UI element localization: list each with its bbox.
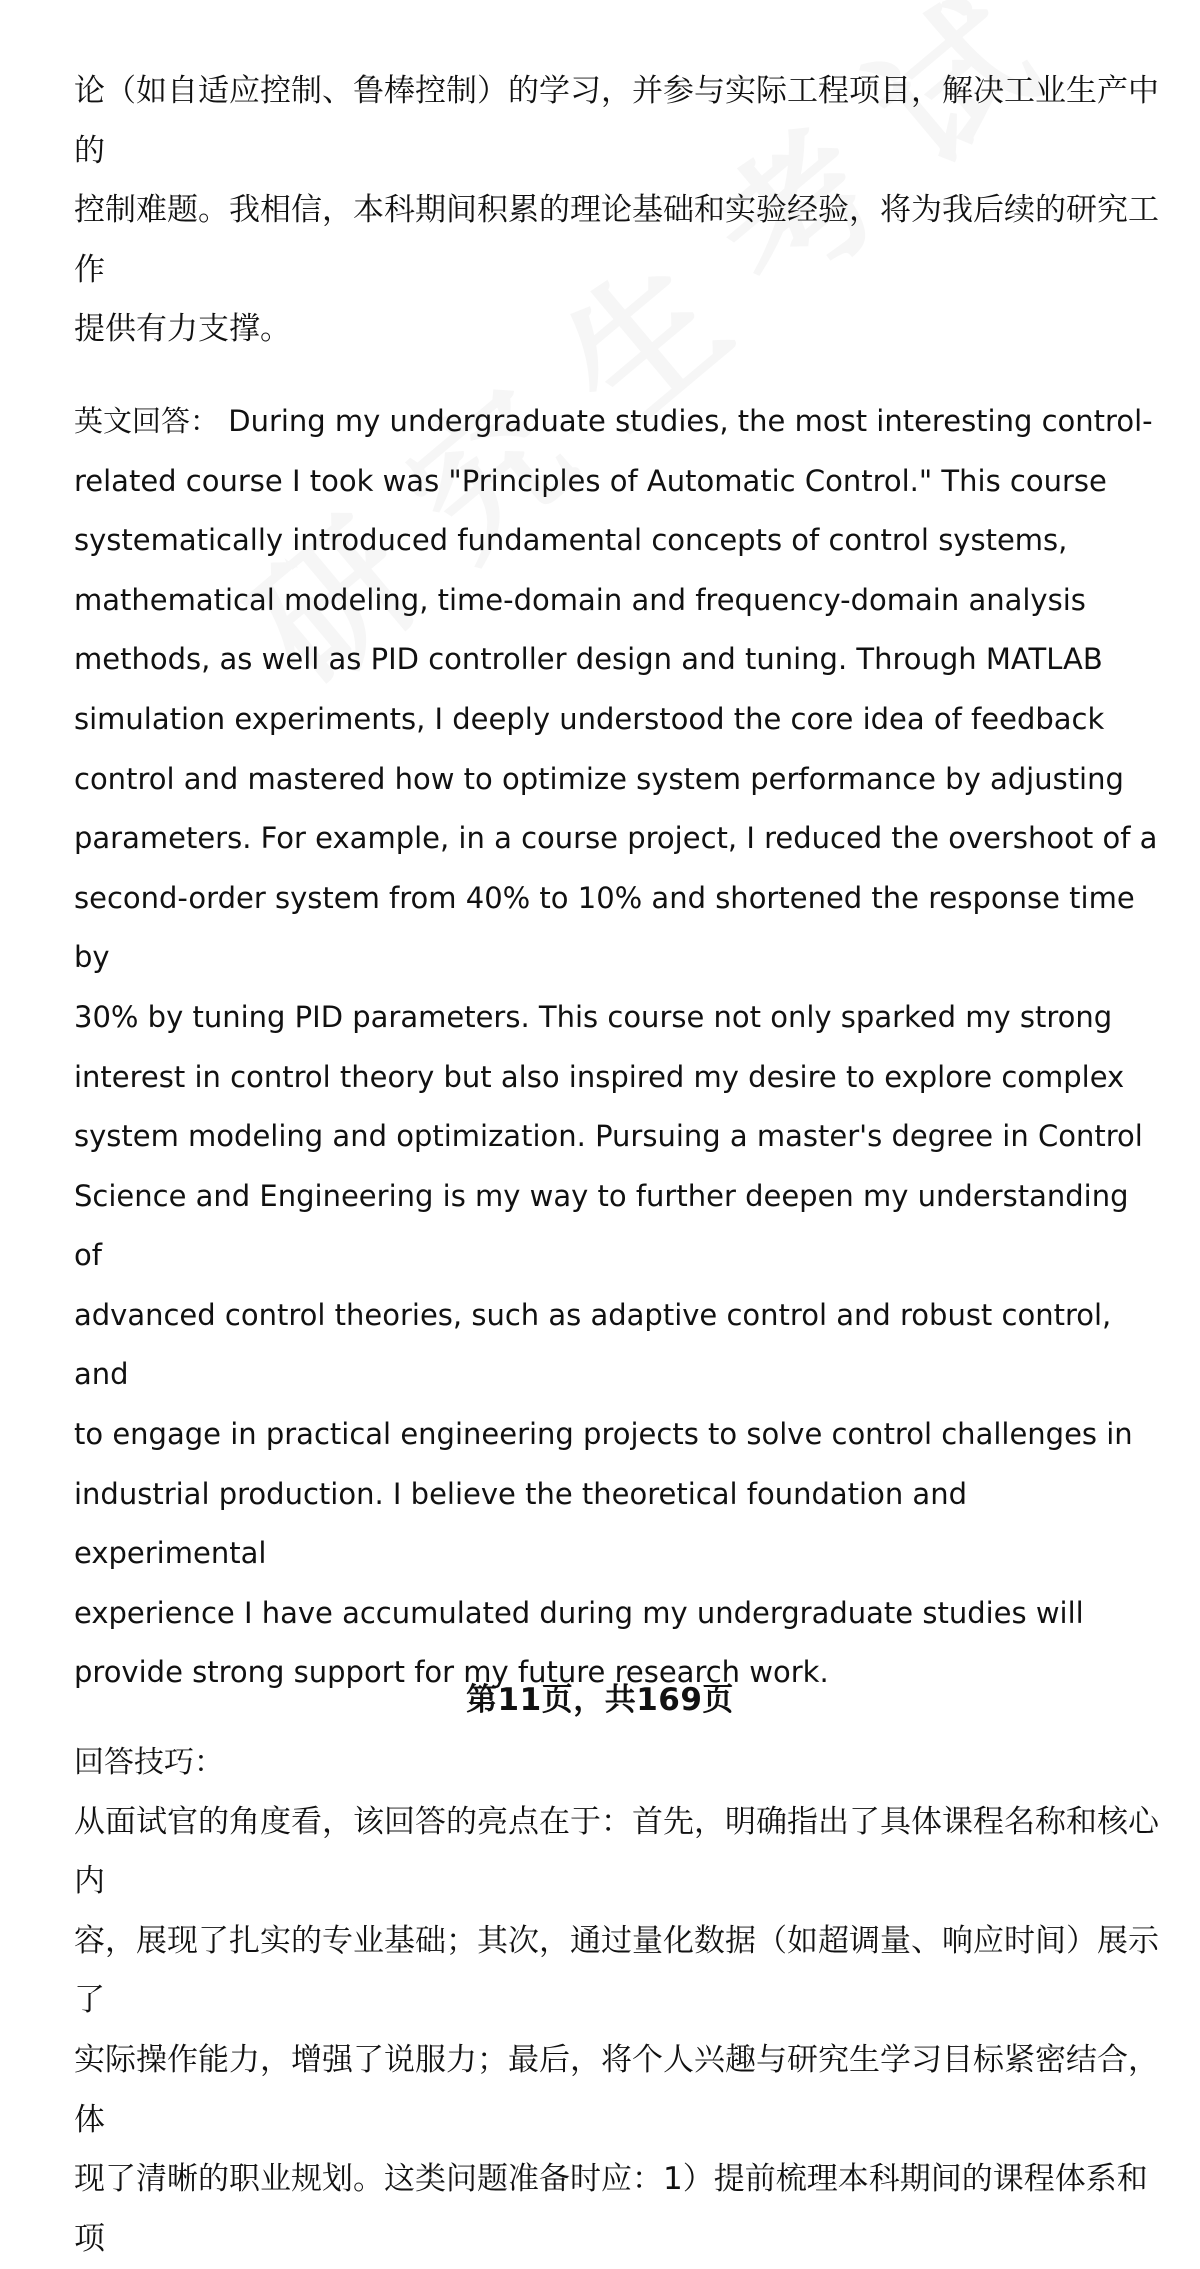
text-line: 现了清晰的职业规划。这类问题准备时应：1）提前梳理本科期间的课程体系和项: [74, 2161, 1148, 2257]
tips-section: [74, 1733, 1164, 2269]
english-answer-paragraph: [74, 392, 1164, 1703]
text-line: [74, 392, 1164, 452]
chinese-intro-paragraph: [74, 62, 1164, 360]
text-line: 30% by tuning PID parameters. This course not only sparked my strong: [74, 999, 1113, 1034]
tips-heading: 回答技巧：: [74, 1745, 224, 1781]
text-line: system modeling and optimization. Pursuing a master's degree in Control: [74, 1119, 1143, 1154]
text-line: 论（如自适应控制、鲁棒控制）的学习，并参与实际工程项目，解决工业生产中的: [74, 73, 1159, 169]
text-line: provide strong support for my future research work.: [74, 1655, 829, 1690]
text-line: to engage in practical engineering projects to solve control challenges in: [74, 1417, 1133, 1452]
text-line: experience I have accumulated during my undergraduate studies will: [74, 1595, 1084, 1630]
page-number-footer: 第11页，共169页: [466, 1682, 734, 1718]
text-line: 提供有力支撑。: [74, 311, 291, 348]
text-line: second-order system from 40% to 10% and shortened the response time by: [74, 880, 1144, 975]
text-line: simulation experiments, I deeply understood the core idea of feedback: [74, 701, 1105, 736]
text-line: related course I took was "Principles of Automatic Control." This course: [74, 463, 1107, 498]
text-line: methods, as well as PID controller design and tuning. Through MATLAB: [74, 642, 1103, 677]
text-line: mathematical modeling, time-domain and frequency-domain analysis: [74, 582, 1086, 617]
text-line: Science and Engineering is my way to further deepen my understanding of: [74, 1178, 1138, 1273]
english-answer-label: 英文回答：: [74, 403, 220, 438]
text-line: advanced control theories, such as adaptive control and robust control, and: [74, 1297, 1121, 1392]
text-line: control and mastered how to optimize system performance by adjusting: [74, 761, 1124, 796]
text-line: 控制难题。我相信，本科期间积累的理论基础和实验经验，将为我后续的研究工作: [74, 192, 1159, 288]
english-answer-first-line: During my undergraduate studies, the most interesting control-: [219, 403, 1153, 438]
document-page: [74, 62, 1164, 2269]
text-line: 容，展现了扎实的专业基础；其次，通过量化数据（如超调量、响应时间）展示了: [74, 1922, 1159, 2019]
text-line: 从面试官的角度看，该回答的亮点在于：首先，明确指出了具体课程名称和核心内: [74, 1803, 1159, 1900]
text-line: interest in control theory but also inspired my desire to explore complex: [74, 1059, 1125, 1094]
text-line: parameters. For example, in a course project, I reduced the overshoot of a: [74, 821, 1158, 856]
text-line: industrial production. I believe the theoretical foundation and experimental: [74, 1476, 977, 1571]
text-line: 实际操作能力，增强了说服力；最后，将个人兴趣与研究生学习目标紧密结合，体: [74, 2042, 1159, 2138]
text-line: systematically introduced fundamental concepts of control systems,: [74, 523, 1068, 558]
